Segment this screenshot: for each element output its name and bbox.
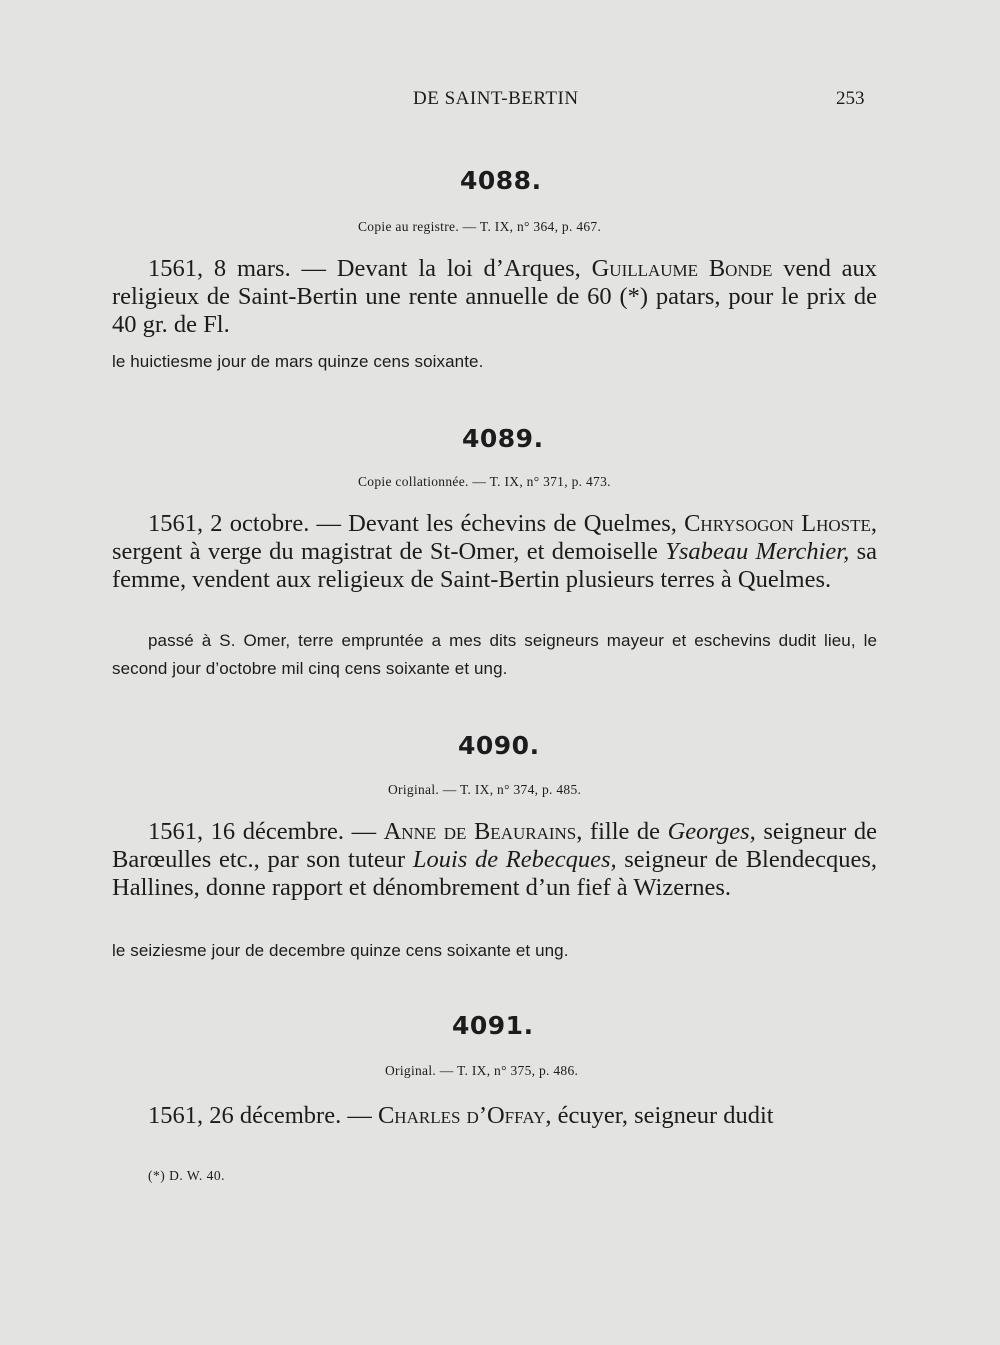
- entry-number: 4088.: [460, 166, 542, 195]
- entry-date: 1561, 16 décembre. —: [148, 818, 384, 845]
- entry-summary-text: , écuyer, seigneur dudit: [545, 1102, 774, 1129]
- entry-number: 4091.: [452, 1011, 534, 1040]
- entry-source: Original. — T. IX, n° 375, p. 486.: [385, 1063, 579, 1078]
- entry-number: 4089.: [462, 424, 544, 453]
- entry-source: Original. — T. IX, n° 374, p. 485.: [388, 782, 582, 797]
- person-name: Ysabeau Merchier,: [665, 538, 850, 565]
- person-name: Guillaume Bonde: [591, 255, 773, 282]
- entry-summary-text: vend aux religieux de Saint-Bertin une rente annuelle de 60 (*) patars, pour le prix de 40 gr. de Fl.: [112, 255, 877, 338]
- entry-source: Copie collationnée. — T. IX, n° 371, p. 473.: [358, 474, 611, 489]
- entry-number: 4090.: [458, 731, 540, 760]
- footnote: (*) D. W. 40.: [148, 1168, 225, 1183]
- entry-summary-text: sa femme, vendent aux religieux de Saint-Bertin plusieurs terres à Quelmes.: [112, 538, 877, 593]
- entry-summary-text: seigneur de Blendecques, Hallines, donne rapport et dénombrement d’un fief à Wizernes.: [112, 846, 877, 901]
- entry-date: 1561, 26 décembre. —: [148, 1102, 378, 1129]
- entry-quote: le huictiesme jour de mars quinze cens soixante.: [112, 352, 484, 371]
- entry-summary: [112, 1102, 877, 1130]
- entry-summary: [112, 818, 877, 902]
- page-header: [0, 86, 1000, 116]
- entry-date: 1561, 8 mars. — Devant la loi d’Arques,: [148, 255, 592, 282]
- entry-summary-text: , sergent à verge du magistrat de St-Omer, et demoiselle: [112, 510, 877, 565]
- person-name: Chrysogon Lhoste: [684, 510, 871, 537]
- running-head: DE SAINT-BERTIN: [413, 88, 579, 109]
- entry-date: 1561, 2 octobre. — Devant les échevins de Quelmes,: [148, 510, 685, 537]
- entry-summary: [112, 255, 877, 339]
- entry-quote: passé à S. Omer, terre empruntée a mes dits seigneurs mayeur et eschevins dudit lieu, le second jour d’octobre mil cinq cens soixante et ung.: [112, 631, 877, 678]
- person-name: Anne de Beaurains,: [383, 818, 583, 845]
- person-name: Louis de Rebecques,: [412, 846, 617, 873]
- entry-quote: le seiziesme jour de decembre quinze cens soixante et ung.: [112, 941, 569, 960]
- page-number: 253: [836, 88, 865, 109]
- entry-summary-text: fille de: [582, 818, 668, 845]
- entry-summary-text: seigneur de Barœulles etc., par son tuteur: [112, 818, 878, 873]
- entry-summary: [112, 510, 877, 594]
- entry-source: Copie au registre. — T. IX, n° 364, p. 467.: [358, 219, 602, 234]
- person-name: Charles d’Offay: [377, 1102, 546, 1129]
- person-name: Georges,: [667, 818, 756, 845]
